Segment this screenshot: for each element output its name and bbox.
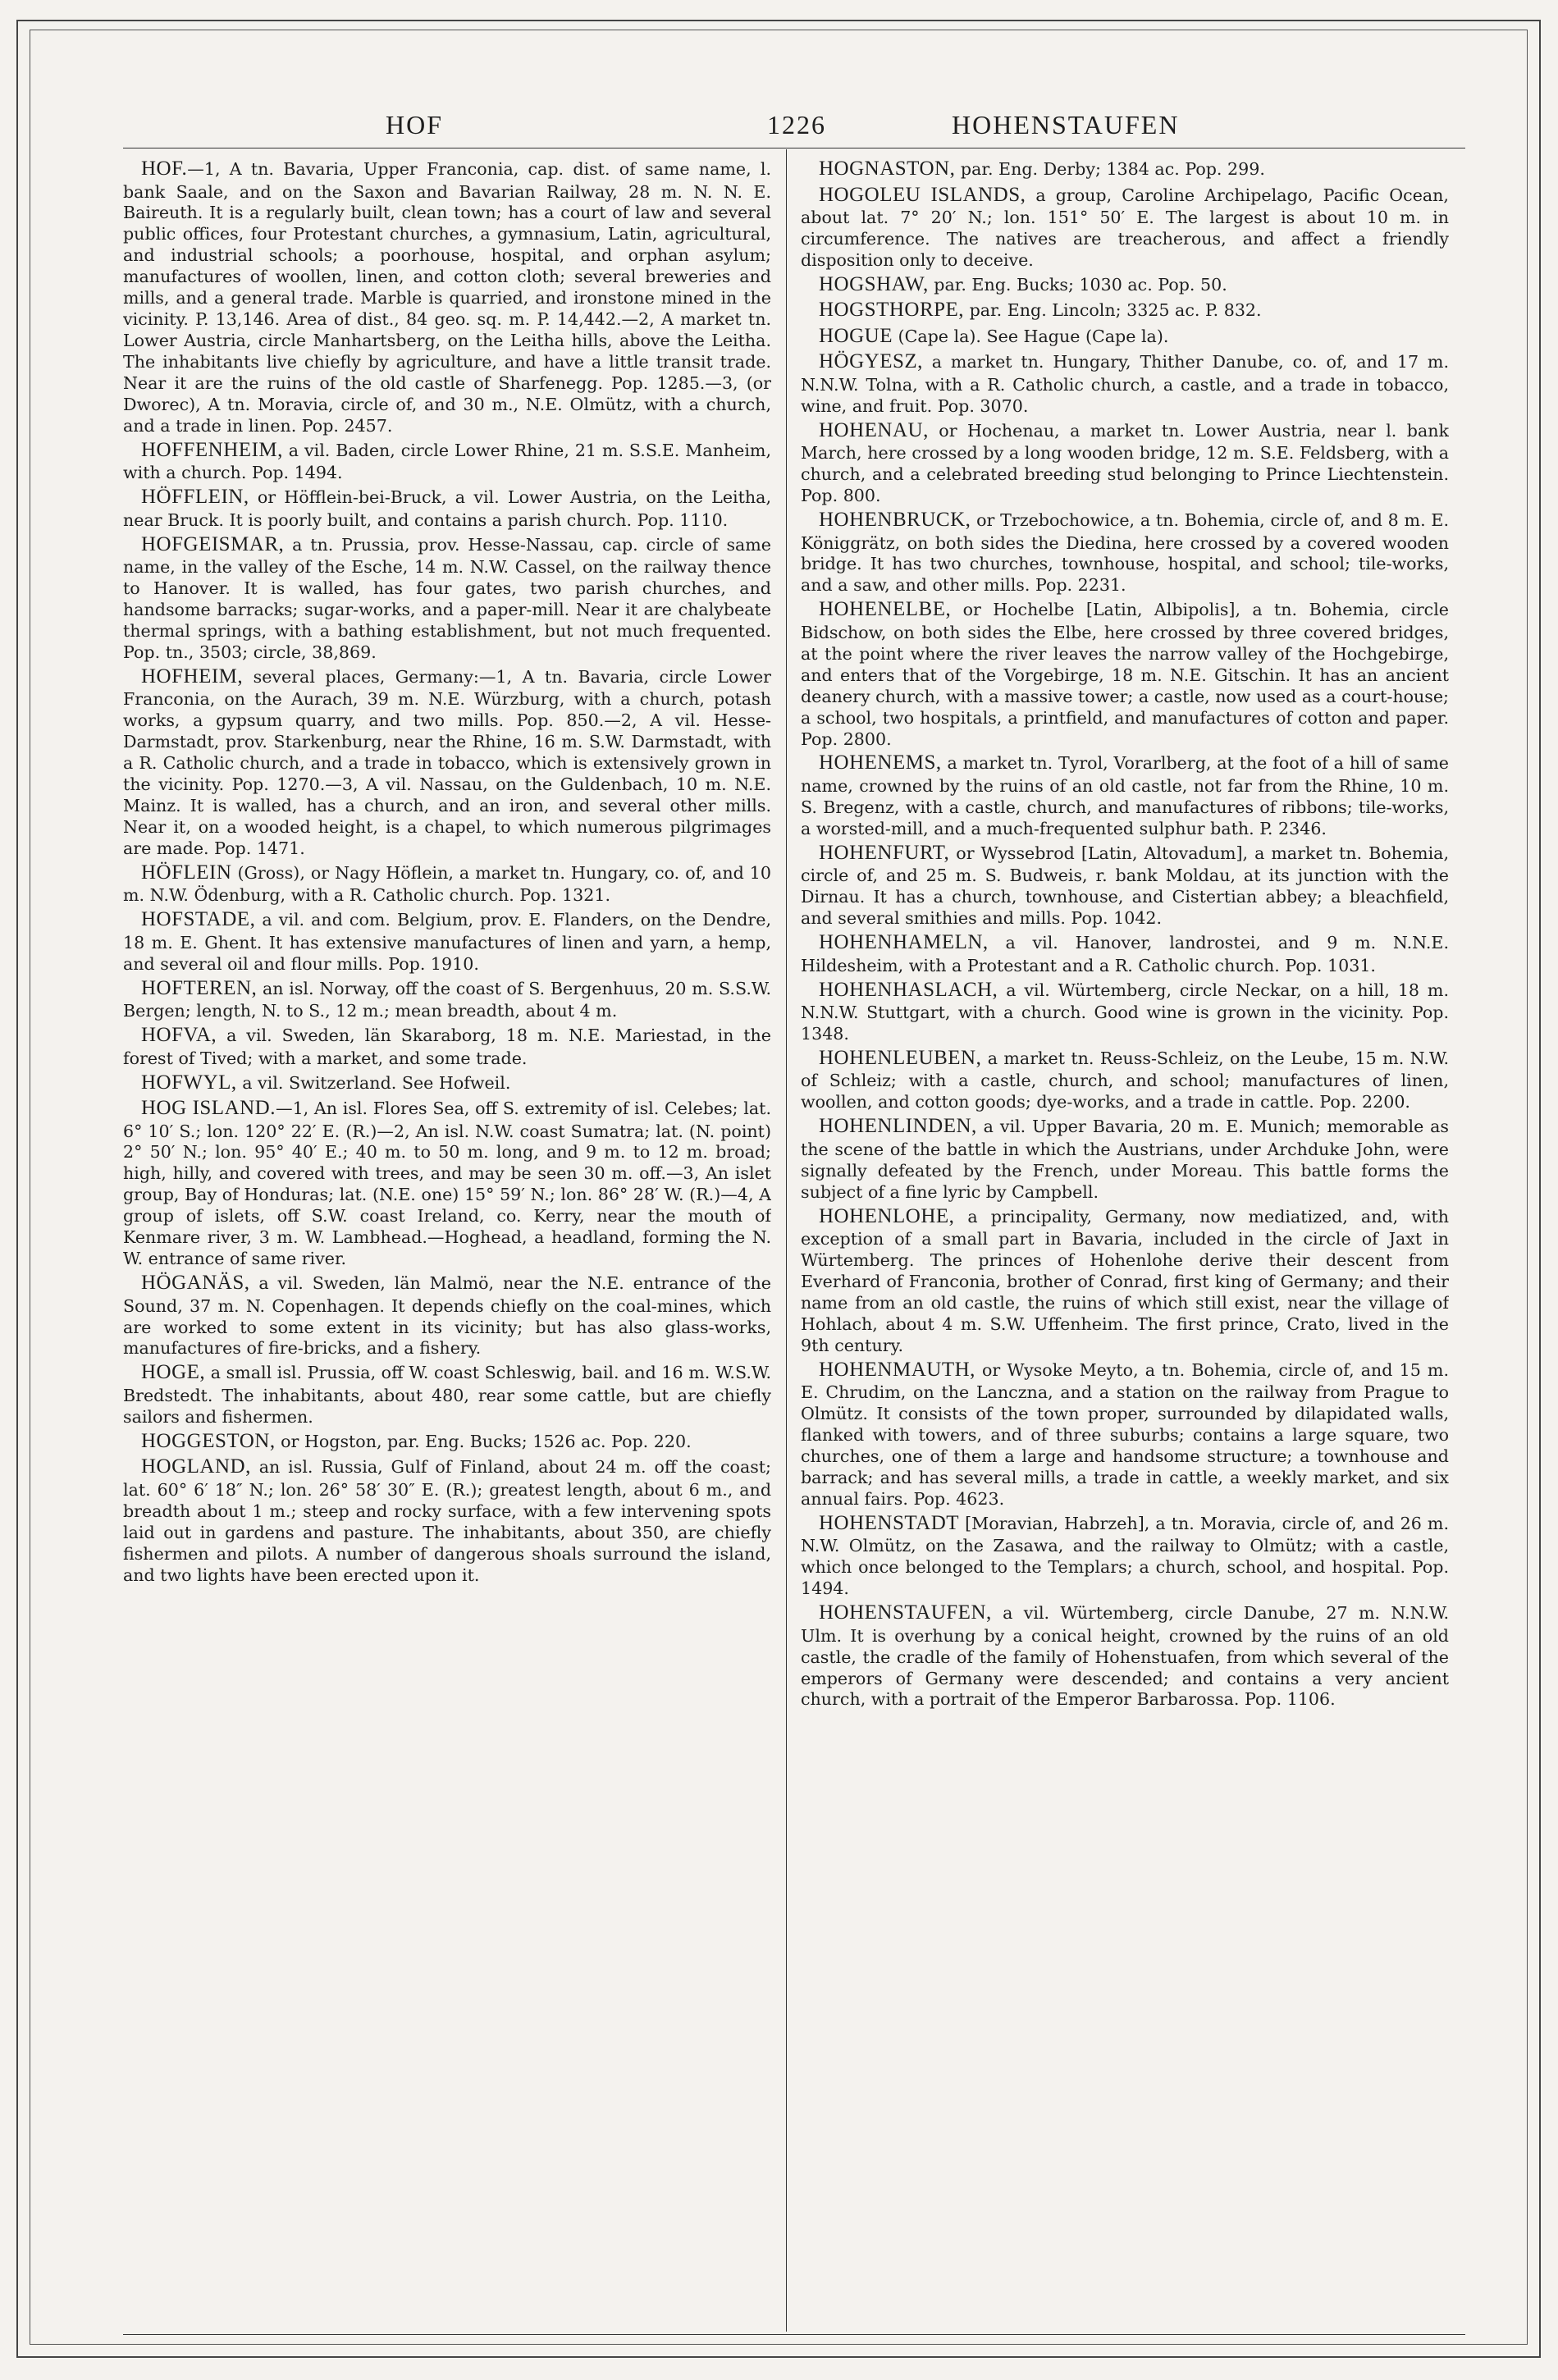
entry-headword: HOHENMAUTH, — [819, 1358, 975, 1381]
entry-text: a small isl. Prussia, off W. coast Schleswig, bail. and 16 m. W.S.W. Bredstedt. The inhabitants, about 480, rear some cattle, but are chiefly sailors and fishermen. — [123, 1363, 771, 1427]
entry-headword: HÖGYESZ, — [819, 350, 923, 373]
gazetteer-entry — [123, 1428, 771, 1455]
right-column — [801, 156, 1449, 2330]
gazetteer-entry — [123, 1359, 771, 1428]
gazetteer-entry — [123, 532, 771, 664]
entry-text: or Wysoke Meyto, a tn. Bohemia, circle of, and 15 m. E. Chrudim, on the Lanczna, and a station on the railway from Prague to Olmütz. It consists of the town proper, surrounded by dilapidated walls, flanked with towers, and of three suburbs; contains a large square, two churches, one of them a large and handsome structure; a townhouse and barrack; and has several mills, a trade in cattle, a weekly market, and six annual fairs. Pop. 4623. — [801, 1359, 1449, 1509]
gazetteer-entry — [801, 297, 1449, 323]
gazetteer-entry — [123, 1454, 771, 1586]
entry-text: a principality, Germany, now mediatized, and, with exception of a small part in Bavaria, included in the circle of Jaxt in Würtemberg. The princes of Hohenlohe derive their descent from Everhard of Franconia, brother of Conrad, first king of Germany; and their name from an old castle, the ruins of which still exist, near the village of Hohlach, about 4 m. S.W. Uffenheim. The first prince, Crato, lived in the 9th century. — [801, 1206, 1449, 1355]
entry-text: par. Eng. Lincoln; 3325 ac. P. 832. — [964, 300, 1262, 321]
entry-headword: HOGLAND, — [141, 1455, 251, 1478]
gazetteer-entry — [801, 1357, 1449, 1510]
entry-text: an isl. Norway, off the coast of S. Bergenhuus, 20 m. S.S.W. Bergen; length, N. to S., 12 m.; mean breadth, about 4 m. — [123, 978, 771, 1021]
entry-text: —1, An isl. Flores Sea, off S. extremity of isl. Celebes; lat. 6° 10′ S.; lon. 120° 22′ E. (R.)—2, An isl. N.W. coast Sumatra; lat. (N. point) 2° 50′ N.; lon. 95° 40′ E.; 40 m. to 50 m. long, and 9 m. to 12 m. broad; high, hilly, and covered with trees, and may be seen 30 m. off.—3, An islet group, Bay of Honduras; lat. (N.E. one) 15° 59′ N.; lon. 86° 28′ W. (R.)—4, A group of islets, off S.W. coast Ireland, co. Kerry, near the mouth of Kenmare river, 3 m. W. Lambhead.—Hoghead, a headland, forming the N. W. entrance of same river. — [123, 1099, 771, 1269]
gazetteer-entry — [801, 1204, 1449, 1357]
entry-headword: HOGNASTON, — [819, 158, 956, 180]
entry-headword: HOGOLEU ISLANDS, — [819, 183, 1026, 206]
entry-text: a vil. and com. Belgium, prov. E. Flanders, on the Dendre, 18 m. E. Ghent. It has extensive manufactures of linen and yarn, a hemp, and several oil and flour mills. Pop. 1910. — [123, 910, 771, 974]
entry-headword: HÖFFLEIN, — [141, 486, 249, 509]
entry-text: a market tn. Tyrol, Vorarlberg, at the foot of a hill of same name, crowned by the ruins of an old castle, not far from the Rhine, 10 m. S. Bregenz, with a castle, church, and manufactures of ribbons; tile-works, a worsted-mill, and a much-frequented sulphur bath. P. 2346. — [801, 753, 1449, 838]
entry-text: par. Eng. Bucks; 1030 ac. Pop. 50. — [928, 274, 1227, 295]
gazetteer-entry — [801, 1113, 1449, 1203]
entry-headword: HOGSTHORPE, — [819, 299, 965, 322]
gazetteer-entry — [801, 1045, 1449, 1113]
gazetteer-entry — [801, 930, 1449, 976]
gazetteer-entry — [801, 840, 1449, 930]
entry-headword: HOFFENHEIM, — [141, 438, 283, 461]
entry-text: several places, Germany:—1, A tn. Bavaria, circle Lower Franconia, on the Aurach, 39 m. N.E. Würzburg, with a church, potash works, a gypsum quarry, and two mills. Pop. 850.—2, A vil. Hesse-Darmstadt, prov. Starkenburg, near the Rhine, 16 m. S.W. Darmstadt, with a R. Catholic church, and a trade in tobacco, which is extensively grown in the vicinity. Pop. 1270.—3, A vil. Nassau, on the Guldenbach, 10 m. N.E. Mainz. It is walled, has a church, and an iron, and several other mills. Near it, on a wooded height, is a chapel, to which numerous pilgrimages are made. Pop. 1471. — [123, 666, 771, 858]
entry-headword: HOFTEREN, — [141, 976, 258, 999]
page-number: 1226 — [767, 110, 826, 139]
entry-headword: HOHENLINDEN, — [819, 1115, 977, 1138]
entry-text: or Hogston, par. Eng. Bucks; 1526 ac. Pop. 220. — [275, 1431, 692, 1451]
gazetteer-entry — [801, 750, 1449, 839]
entry-headword: HOF. — [141, 158, 188, 180]
entry-headword: HOFGEISMAR, — [141, 532, 285, 555]
entry-headword: HOGUE — [819, 324, 893, 347]
entry-text: a vil. Sweden, län Malmö, near the N.E. entrance of the Sound, 37 m. N. Copenhagen. It depends chiefly on the coal-mines, which are worked to some extent in its vicinity; but has also glass-works, manufactures of fire-bricks, and a fishery. — [123, 1273, 771, 1359]
entry-text: a vil. Upper Bavaria, 20 m. E. Munich; memorable as the scene of the battle in which the Austrians, under Archduke John, were signally defeated by the French, under Moreau. This battle forms the subject of a fine lyric by Campbell. — [801, 1117, 1449, 1202]
dictionary-page — [123, 98, 1465, 2314]
gazetteer-entry — [123, 1095, 771, 1270]
entry-headword: HOGE, — [141, 1361, 206, 1384]
left-column — [123, 156, 771, 2330]
gazetteer-entry — [801, 156, 1449, 182]
gazetteer-entry — [801, 349, 1449, 417]
entry-headword: HÖGANÄS, — [141, 1272, 250, 1295]
entry-headword: HOHENLOHE, — [819, 1204, 955, 1227]
gazetteer-entry — [123, 437, 771, 484]
gazetteer-entry — [123, 1270, 771, 1359]
entry-text: a vil. Würtemberg, circle Danube, 27 m. N.N.W. Ulm. It is overhung by a conical height, crowned by the ruins of an old castle, the cradle of the family of Hohenstuafen, from which several of the emperors of Germany were descended; and contains a very ancient church, with a portrait of the Emperor Barbarossa. Pop. 1106. — [801, 1603, 1449, 1710]
gazetteer-entry — [801, 323, 1449, 349]
gazetteer-entry — [123, 484, 771, 531]
gazetteer-entry — [123, 156, 771, 437]
gazetteer-entry — [801, 418, 1449, 507]
entry-headword: HOHENSTADT — [819, 1511, 960, 1534]
entry-headword: HOHENEMS, — [819, 751, 942, 774]
entry-headword: HOFHEIM, — [141, 665, 244, 688]
gazetteer-entry — [801, 596, 1449, 750]
entry-headword: HOHENSTAUFEN, — [819, 1601, 992, 1624]
gazetteer-entry — [123, 975, 771, 1022]
entry-headword: HÖFLEIN — [141, 861, 232, 884]
entry-text: (Cape la). See Hague (Cape la). — [893, 326, 1169, 346]
entry-headword: HOHENLEUBEN, — [819, 1046, 982, 1069]
gazetteer-entry — [801, 1600, 1449, 1711]
entry-text: —1, A tn. Bavaria, Upper Franconia, cap. dist. of same name, l. bank Saale, and on the Saxon and Bavarian Railway, 28 m. N. N. E. Baireuth. It is a regularly built, clean town; has a court of law and several public offices, four Protestant churches, a gymnasium, Latin, agricultural, and industrial schools; a poorhouse, hospital, and orphan asylum; manufactures of woollen, linen, and cotton cloth; several breweries and mills, and a general trade. Marble is quarried, and ironstone mined in the vicinity. P. 13,146. Area of dist., 84 geo. sq. m. P. 14,442.—2, A market tn. Lower Austria, circle Manhartsberg, on the Leitha hills, above the Leitha. The inhabitants live chiefly by agriculture, and have a little transit trade. Near it are the ruins of the old castle of Sharfenegg. Pop. 1285.—3, (or Dworec), A tn. Moravia, circle of, and 30 m., N.E. Olmütz, with a church, and a trade in linen. Pop. 2457. — [123, 159, 771, 436]
entry-text: (Gross), or Nagy Höflein, a market tn. Hungary, co. of, and 10 m. N.W. Ödenburg, with a R. Catholic church. Pop. 1321. — [123, 862, 771, 906]
entry-text: or Hochenau, a market tn. Lower Austria, near l. bank March, here crossed by a long wooden bridge, 12 m. S.E. Feldsberg, with a church, and a celebrated breeding stud belonging to Prince Liechtenstein. Pop. 800. — [801, 420, 1449, 506]
gazetteer-entry — [123, 860, 771, 907]
entry-headword: HOHENBRUCK, — [819, 509, 971, 531]
gazetteer-entry — [123, 907, 771, 975]
entry-headword: HOFVA, — [141, 1024, 217, 1047]
gazetteer-entry — [801, 272, 1449, 298]
entry-headword: HOGSHAW, — [819, 272, 929, 295]
entry-headword: HOHENELBE, — [819, 598, 952, 621]
entry-headword: HOHENHASLACH, — [819, 978, 998, 1001]
entry-text: an isl. Russia, Gulf of Finland, about 24 m. off the coast; lat. 60° 6′ 18″ N.; lon. 26° 58′ 30″ E. (R.); greatest length, about 6 m., and breadth about 1 m.; steep and rocky surface, with a few intervening spots laid out in gardens and pasture. The inhabitants, about 350, are chiefly fishermen and pilots. A number of dangerous shoals surround the island, and two lights have been erected upon it. — [123, 1457, 771, 1585]
entry-headword: HOFWYL, — [141, 1071, 237, 1094]
entry-text: or Wyssebrod [Latin, Altovadum], a market tn. Bohemia, circle of, and 25 m. S. Budweis, r. bank Moldau, at its junction with the Dirnau. It has a church, townhouse, and Cistertian abbey; a bleachfield, and several smithies and mills. Pop. 1042. — [801, 843, 1449, 929]
header-right-word: HOHENSTAUFEN — [952, 110, 1180, 139]
entry-text: a vil. Baden, circle Lower Rhine, 21 m. S.S.E. Manheim, with a church. Pop. 1494. — [123, 440, 771, 483]
gazetteer-entry — [801, 977, 1449, 1045]
entry-text: a vil. Switzerland. See Hofweil. — [236, 1072, 511, 1093]
entry-text: or Höfflein-bei-Bruck, a vil. Lower Austria, on the Leitha, near Bruck. It is poorly built, and contains a parish church. Pop. 1110. — [123, 487, 771, 530]
entry-text: a vil. Sweden, län Skaraborg, 18 m. N.E. Mariestad, in the forest of Tived; with a market, and some trade. — [123, 1026, 771, 1068]
gazetteer-entry — [123, 664, 771, 860]
entry-headword: HOHENFURT, — [819, 841, 950, 864]
entry-headword: HOFSTADE, — [141, 908, 256, 931]
column-divider — [786, 149, 787, 2332]
gazetteer-entry — [801, 182, 1449, 272]
entry-text: a group, Caroline Archipelago, Pacific Ocean, about lat. 7° 20′ N.; lon. 151° 50′ E. The largest is about 10 m. in circumference. The natives are treacherous, and affect a friendly disposition only to deceive. — [801, 185, 1449, 270]
entry-headword: HOG ISLAND. — [141, 1097, 276, 1119]
header-left-word: HOF — [386, 110, 444, 139]
gazetteer-entry — [123, 1022, 771, 1069]
entry-text: par. Eng. Derby; 1384 ac. Pop. 299. — [955, 159, 1265, 179]
entry-headword: HOGGESTON, — [141, 1429, 276, 1452]
footer-rule — [123, 2334, 1465, 2335]
entry-headword: HOHENAU, — [819, 418, 929, 441]
gazetteer-entry — [801, 507, 1449, 596]
gazetteer-entry — [801, 1510, 1449, 1600]
running-head — [123, 98, 1465, 148]
entry-text: a market tn. Hungary, Thither Danube, co. of, and 17 m. N.N.W. Tolna, with a R. Catholic church, a castle, and a trade in tobacco, wine, and fruit. Pop. 3070. — [801, 352, 1449, 416]
entry-text: a vil. Hanover, landrostei, and 9 m. N.N.E. Hildesheim, with a Protestant and a R. Catholic church. Pop. 1031. — [801, 933, 1449, 975]
entry-text: a market tn. Reuss-Schleiz, on the Leube, 15 m. N.W. of Schleiz; with a castle, church, and school; manufactures of linen, woollen, and cotton goods; dye-works, and a trade in cattle. Pop. 2200. — [801, 1048, 1449, 1112]
entry-text: or Hochelbe [Latin, Albipolis], a tn. Bohemia, circle Bidschow, on both sides the Elbe, here crossed by three covered bridges, at the point where the river leaves the narrow valley of the Hochgebirge, and enters that of the Vorgebirge, 18 m. N.E. Gitschin. It has an ancient deanery church, with a massive tower; a castle, now used as a court-house; a school, two hospitals, a printfield, and manufactures of cotton and paper. Pop. 2800. — [801, 600, 1449, 749]
entry-text: or Trzebochowice, a tn. Bohemia, circle of, and 8 m. E. Königgrätz, on both sides the Diedina, here crossed by a covered wooden bridge. It has two churches, townhouse, hospital, and school; tile-works, and a saw, and other mills. Pop. 2231. — [801, 510, 1449, 596]
gazetteer-entry — [123, 1070, 771, 1096]
entry-headword: HOHENHAMELN, — [819, 931, 989, 954]
entry-text: [Moravian, Habrzeh], a tn. Moravia, circle of, and 26 m. N.W. Olmütz, on the Zasawa, and the railway to Olmütz; with a castle, which once belonged to the Templars; a church, school, and hospital. Pop. 1494. — [801, 1513, 1449, 1599]
entry-text: a tn. Prussia, prov. Hesse-Nassau, cap. circle of same name, in the valley of the Esche, 14 m. N.W. Cassel, on the railway thence to Hanover. It is walled, has four gates, two parish churches, and handsome barracks; sugar-works, and a paper-mill. Near it are chalybeate thermal springs, with a bathing establishment, but not much frequented. Pop. tn., 3503; circle, 38,869. — [123, 534, 771, 662]
entry-text: a vil. Würtemberg, circle Neckar, on a hill, 18 m. N.N.W. Stuttgart, with a church. Good wine is grown in the vicinity. Pop. 1348. — [801, 980, 1449, 1044]
